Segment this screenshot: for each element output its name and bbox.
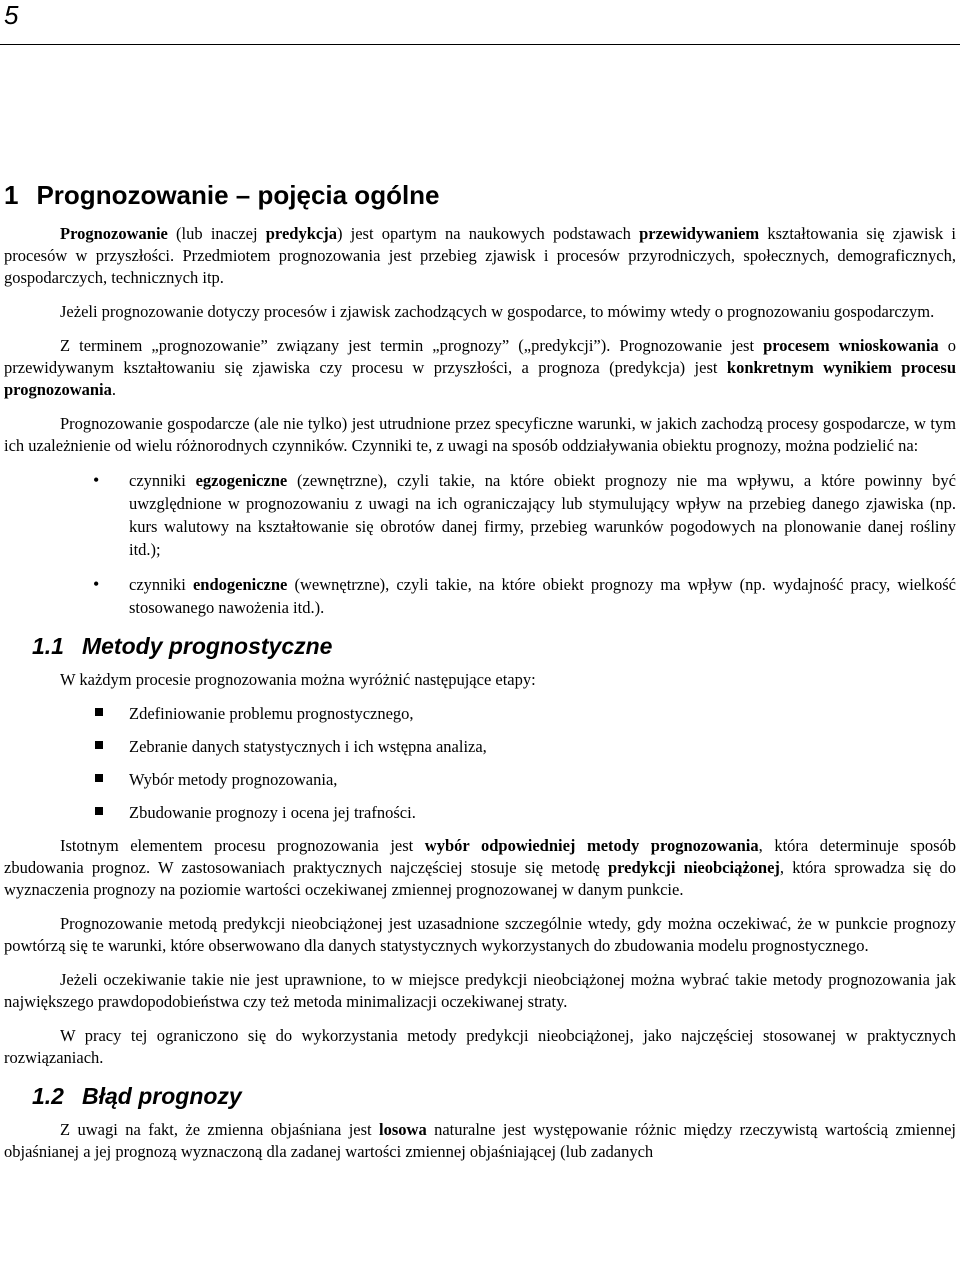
section-heading-1-2 [32,1081,956,1111]
text-run: (zewnętrzne), czyli takie, na które obiekt prognozy nie ma wpływu, a które powinny być uwzględnione w prognozowaniu z uwagi na ich ograniczający lub stymulujący wpływ na przebieg danego zjawiska (np. kurs walutowy na kształtowanie się obrotów danej firmy, przebieg warunków pogodowych na plonowanie danej rośliny itd.); [129,471,956,559]
section-number: 1.1 [32,633,64,659]
bold-term: konkretnym wynikiem procesu prognozowania [4,358,957,399]
section-number: 1.2 [32,1083,64,1109]
page-number: 5 [4,0,19,30]
stages-list [4,703,956,824]
text-run: . [111,380,117,399]
text-run: Z uwagi na fakt, że zmienna objaśniana jest [60,1120,380,1139]
bold-term: losowa [379,1120,427,1139]
bullet-dot-icon: • [93,470,100,490]
page-content [4,175,956,1175]
text-run: , która determinuje sposób zbudowania prognoz. W zastosowaniach praktycznych najczęściej stosuje się metodę [4,836,957,877]
section-title: Prognozowanie – pojęcia ogólne [36,180,440,210]
section-heading-1-1 [32,631,956,661]
text-run: Wybór metody prognozowania, [129,770,338,789]
bold-term: predykcja [265,224,337,243]
square-bullet-icon [95,741,103,749]
text-run: czynniki [129,471,196,490]
bold-term: egzogeniczne [195,471,288,490]
paragraph-unbiased: Prognozowanie metodą predykcji nieobciążonej jest uzasadnione szczególnie wtedy, gdy można oczekiwać, że w punkcie prognozy powtórzą się te warunki, które obserwowano dla danych statystycznych wykorzystanych do zbudowania modelu prognostycznego. [4,914,956,955]
factors-list [4,469,956,619]
square-bullet-icon [95,708,103,716]
header-rule [0,44,960,45]
text-run: Zdefiniowanie problemu prognostycznego, [129,704,414,723]
bold-term: wybór odpowiedniej metody prognozowania [424,836,759,855]
bold-term: endogeniczne [192,575,288,594]
text-run: czynniki [129,575,193,594]
paragraph-alternatives: Jeżeli oczekiwanie takie nie jest uprawnione, to w miejsce predykcji nieobciążonej można wybrać takie metody prognozowania jak największego prawdopodobieństwa czy też metoda minimalizacji oczekiwanej straty. [4,970,956,1011]
paragraph-terms [4,335,956,401]
square-bullet-icon [95,774,103,782]
text-run: , która sprowadza się do wyznaczenia prognozy na poziomie wartości oczekiwanej zmiennej prognozowanej w danym punkcie. [4,858,956,899]
text-run: naturalne jest występowanie różnic między rzeczywistą wartością zmiennej objaśnianej a jej prognozą wyznaczoną dla zadanej wartości zmiennej objaśniającej (lub zadanych [4,1120,957,1161]
text-run: kształtowania się zjawisk i procesów w przyszłości. Przedmiotem prognozowania jest przebieg zjawisk i procesów przyrodniczych, społecznych, demograficznych, gospodarczych, technicznych itp. [4,224,956,287]
list-item-exogenous [93,469,956,561]
text-run: o przewidywanym kształtowaniu się zjawiska czy procesu w przyszłości, a prognoza (predykcja) jest [4,336,956,377]
section-title: Metody prognostyczne [81,633,333,659]
text-run: Zbudowanie prognozy i ocena jej trafności. [129,803,416,822]
bold-term: predykcji nieobciążonej [607,858,780,877]
paragraph-definition [4,223,956,289]
section-heading-1 [4,175,956,215]
bullet-dot-icon: • [93,574,100,594]
section-title: Błąd prognozy [81,1083,242,1109]
text-run: ) jest opartym na naukowych podstawach [336,224,640,243]
paragraph-method-choice [4,835,956,901]
square-bullet-icon [95,807,103,815]
list-item [129,769,956,791]
text-run: Istotnym elementem procesu prognozowania jest [60,836,425,855]
paragraph-stages-intro: W każdym procesie prognozowania można wyróżnić następujące etapy: [60,670,536,689]
text-run: (lub inaczej [167,224,266,243]
list-item [129,802,956,824]
bold-term: Prognozowanie [60,224,168,243]
section-number: 1 [4,180,19,210]
paragraph-forecast-error [4,1119,956,1163]
text-run: (wewnętrzne), czyli takie, na które obiekt prognozy ma wpływ (np. wydajność pracy, wielkość stosowanego nawożenia itd.). [129,575,956,617]
bold-term: przewidywaniem [639,224,760,243]
list-item [129,736,956,758]
paragraph-factors: Prognozowanie gospodarcze (ale nie tylko) jest utrudnione przez specyficzne warunki, w jakich zachodzą procesy gospodarcze, w tym ich uzależnienie od wielu różnorodnych czynników. Czynniki te, z uwagi na sposób oddziaływania obiektu prognozy, można podzielić na: [4,414,956,455]
paragraph-economic: Jeżeli prognozowanie dotyczy procesów i zjawisk zachodzących w gospodarce, to mówimy wtedy o prognozowaniu gospodarczym. [60,302,935,321]
text-run: Zebranie danych statystycznych i ich wstępna analiza, [129,737,487,756]
text-run: Z terminem „prognozowanie” związany jest termin „prognozy” („predykcji”). Prognozowanie jest [60,336,764,355]
paragraph-scope: W pracy tej ograniczono się do wykorzystania metody predykcji nieobciążonej, jako najczęściej stosowanej w praktycznych rozwiązaniach. [4,1026,956,1067]
bold-term: procesem wnioskowania [763,336,939,355]
list-item [129,703,956,725]
list-item-endogenous [93,573,956,619]
